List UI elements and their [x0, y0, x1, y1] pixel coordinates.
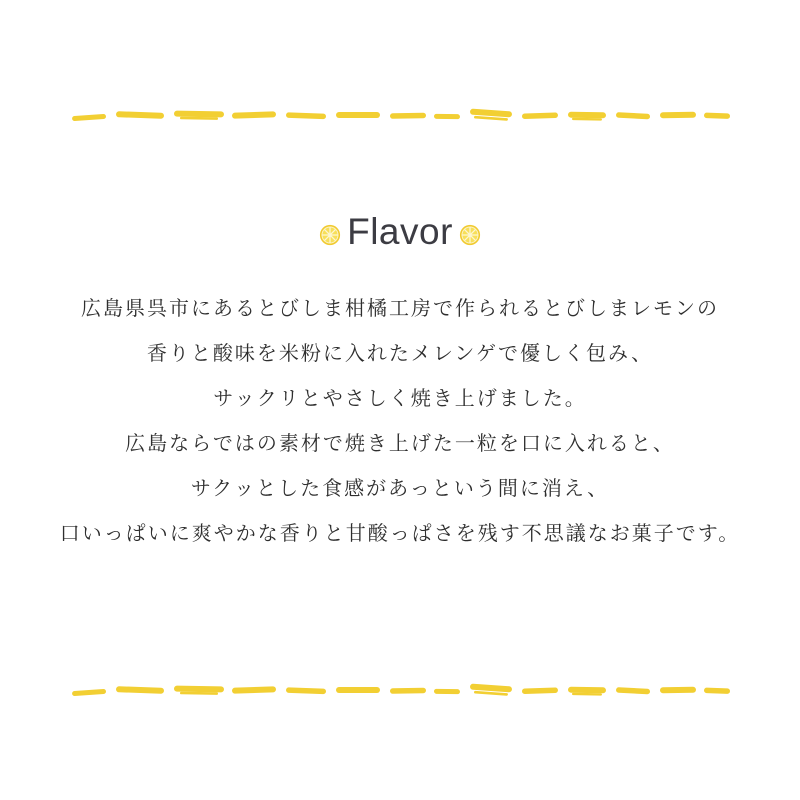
description-line: サックリとやさしく焼き上げました。: [213, 388, 587, 410]
section-title: Flavor: [347, 210, 453, 252]
description-line: 広島ならではの素材で焼き上げた一粒を口に入れると、: [125, 433, 675, 455]
lemon-slice-icon: [459, 224, 481, 246]
dashed-divider-bottom: [70, 679, 730, 701]
dashed-divider-top: [70, 104, 730, 126]
description-text-block: [0, 287, 800, 557]
description-line: 広島県呉市にあるとびしま柑橘工房で作られるとびしまレモンの: [81, 298, 719, 320]
description-line: 口いっぱいに爽やかな香りと甘酸っぱさを残す不思議なお菓子です。: [59, 523, 741, 545]
description-line: サクッとした食感があっという間に消え、: [190, 478, 610, 500]
lemon-slice-icon: [319, 224, 341, 246]
description-line: 香りと酸味を米粉に入れたメレンゲで優しく包み、: [146, 343, 654, 365]
section-heading: [0, 210, 800, 256]
